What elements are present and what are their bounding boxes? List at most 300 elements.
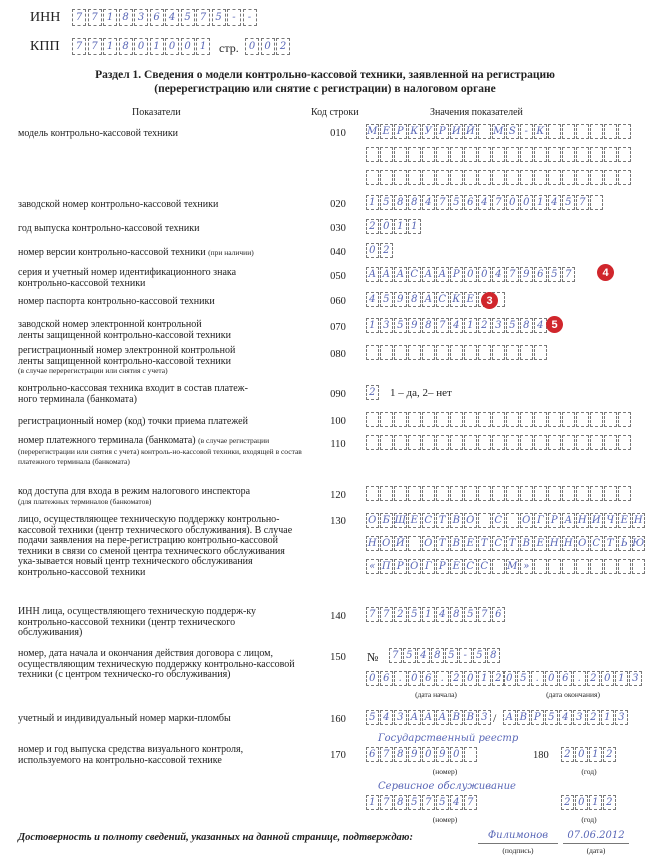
char-cell: П	[380, 559, 393, 574]
char-cell: У	[422, 124, 435, 139]
char-cell: С	[492, 513, 505, 528]
char-cell: 0	[380, 219, 393, 234]
char-cell	[478, 486, 491, 501]
char-cell: 4	[478, 195, 491, 210]
char-cell: 7	[88, 9, 102, 26]
char-cell: 4	[436, 607, 449, 622]
row-070-code: 070	[330, 322, 346, 333]
row-110-cells	[366, 435, 632, 450]
char-cell	[492, 435, 505, 450]
char-cell	[450, 435, 463, 450]
char-cell	[562, 412, 575, 427]
char-cell	[604, 435, 617, 450]
char-cell: Е	[618, 513, 631, 528]
row-150-end-note: (дата окончания)	[546, 690, 600, 699]
char-cell: -	[243, 9, 257, 26]
row-120-label	[18, 487, 303, 506]
char-cell: В	[450, 513, 463, 528]
char-cell	[562, 147, 575, 162]
char-cell	[604, 486, 617, 501]
char-cell: 8	[450, 607, 463, 622]
char-cell	[576, 559, 589, 574]
char-cell: -	[227, 9, 241, 26]
char-cell: А	[422, 267, 435, 282]
char-cell	[548, 412, 561, 427]
char-cell: 5	[545, 710, 558, 725]
row-170-label: номер и год выпуска средства визуального контроля, используемого на контрольно-кассовой технике	[18, 744, 244, 766]
char-cell	[366, 412, 379, 427]
char-cell: 8	[408, 292, 421, 307]
char-cell: Ч	[604, 513, 617, 528]
char-cell: Е	[380, 124, 393, 139]
char-cell: 7	[72, 38, 86, 55]
char-cell	[408, 170, 421, 185]
char-cell: 4	[492, 267, 505, 282]
row-130-line2	[366, 536, 646, 551]
char-cell: 8	[520, 318, 533, 333]
char-cell	[520, 147, 533, 162]
char-cell	[450, 486, 463, 501]
kpp-cells	[72, 38, 212, 55]
char-cell	[618, 412, 631, 427]
char-cell: О	[366, 513, 379, 528]
char-cell: В	[450, 710, 463, 725]
char-cell: О	[520, 513, 533, 528]
char-cell	[534, 147, 547, 162]
char-cell	[562, 435, 575, 450]
char-cell: 8	[431, 648, 444, 663]
char-cell	[464, 435, 477, 450]
row-170-reg-number-cells	[366, 747, 478, 762]
row-070-cells	[366, 318, 548, 333]
row-170-number-note: (номер)	[432, 767, 458, 776]
char-cell: 5	[408, 795, 421, 810]
char-cell	[478, 345, 491, 360]
row-120-label-1: код доступа для входа в режим налогового инспектора	[18, 486, 251, 497]
char-cell: 8	[394, 747, 407, 762]
row-080-code: 080	[330, 349, 346, 360]
row-050-code: 050	[330, 271, 346, 282]
char-cell: 4	[422, 195, 435, 210]
char-cell: 5	[436, 795, 449, 810]
char-cell	[436, 147, 449, 162]
char-cell: 5	[366, 710, 379, 725]
char-cell: Н	[366, 536, 379, 551]
char-cell	[422, 345, 435, 360]
char-cell: 5	[408, 607, 421, 622]
row-130-line3	[366, 559, 646, 574]
char-cell	[492, 486, 505, 501]
char-cell: И	[450, 124, 463, 139]
row-020-cells	[366, 195, 604, 210]
char-cell: 1	[366, 195, 379, 210]
row-060-code: 060	[330, 296, 346, 307]
char-cell: 9	[436, 747, 449, 762]
char-cell	[464, 147, 477, 162]
char-cell: Т	[436, 513, 449, 528]
row-070-label-2: ленты защищенной контрольно-кассовой техники	[18, 329, 231, 341]
char-cell: 7	[196, 9, 210, 26]
char-cell: 3	[478, 710, 491, 725]
char-cell	[450, 345, 463, 360]
char-cell: Е	[408, 513, 421, 528]
row-100-cells	[366, 412, 632, 427]
char-cell	[422, 435, 435, 450]
row-080-label	[18, 346, 303, 376]
row-170-svc-number-note: (номер)	[432, 815, 458, 824]
char-cell	[618, 170, 631, 185]
char-cell: Н	[548, 536, 561, 551]
row-070-label	[18, 320, 303, 341]
char-cell	[408, 486, 421, 501]
char-cell	[548, 147, 561, 162]
row-130-line1	[366, 513, 646, 528]
row-150-start-cells	[366, 671, 506, 686]
char-cell	[380, 170, 393, 185]
char-cell: 0	[134, 38, 148, 55]
char-cell	[408, 345, 421, 360]
char-cell: 5	[473, 648, 486, 663]
char-cell	[366, 345, 379, 360]
char-cell: Щ	[394, 513, 407, 528]
char-cell: 0	[545, 671, 558, 686]
row-160-left-cells	[366, 710, 492, 725]
char-cell: Р	[436, 559, 449, 574]
char-cell: 5	[445, 648, 458, 663]
char-cell	[576, 170, 589, 185]
row-160-slash: /	[493, 711, 497, 725]
char-cell: 7	[576, 195, 589, 210]
row-080-label-1: регистрационный номер электронной контрольной	[18, 345, 236, 356]
char-cell: 8	[119, 9, 133, 26]
row-010-line2	[366, 147, 632, 162]
char-cell	[478, 147, 491, 162]
char-cell	[408, 412, 421, 427]
char-cell: Г	[534, 513, 547, 528]
char-cell	[478, 435, 491, 450]
row-050-label-1: серия и учетный номер идентификационного знака	[18, 267, 237, 278]
row-060-label: номер паспорта контрольно-кассовой техники	[18, 296, 215, 307]
row-070-label-1: заводской номер электронной контрольной	[18, 319, 202, 330]
char-cell: 2	[394, 607, 407, 622]
row-010-line3	[366, 170, 632, 185]
char-cell	[534, 435, 547, 450]
char-cell: Е	[464, 292, 477, 307]
char-cell	[450, 412, 463, 427]
char-cell	[548, 170, 561, 185]
char-cell	[534, 170, 547, 185]
char-cell	[492, 170, 505, 185]
char-cell: 8	[119, 38, 133, 55]
char-cell	[478, 124, 491, 139]
char-cell: Р	[436, 124, 449, 139]
char-cell	[520, 345, 533, 360]
row-050-badge: 4	[597, 264, 614, 281]
char-cell: 0	[366, 671, 379, 686]
char-cell: 5	[464, 607, 477, 622]
col-code: Код строки	[311, 107, 359, 118]
char-cell: 4	[548, 195, 561, 210]
char-cell	[394, 435, 407, 450]
char-cell: 5	[403, 648, 416, 663]
row-040-label-note: (при наличии)	[208, 248, 254, 257]
char-cell	[436, 170, 449, 185]
char-cell	[590, 412, 603, 427]
char-cell	[450, 147, 463, 162]
char-cell: 2	[366, 385, 379, 400]
char-cell	[590, 195, 603, 210]
char-cell	[576, 435, 589, 450]
row-090-cells	[366, 385, 380, 400]
char-cell: Б	[380, 513, 393, 528]
char-cell: О	[576, 536, 589, 551]
char-cell	[534, 486, 547, 501]
char-cell	[366, 170, 379, 185]
char-cell: 2	[492, 671, 505, 686]
char-cell	[506, 435, 519, 450]
row-090-label-1: контрольно-кассовая техника входит в состав платеж-	[18, 383, 248, 394]
row-040-label	[18, 248, 303, 259]
char-cell: М	[492, 124, 505, 139]
char-cell: 5	[181, 9, 195, 26]
row-080-cells	[366, 345, 548, 360]
char-cell: А	[436, 710, 449, 725]
char-cell: О	[408, 559, 421, 574]
char-cell: 5	[450, 195, 463, 210]
char-cell: К	[450, 292, 463, 307]
char-cell: И	[590, 513, 603, 528]
char-cell	[520, 486, 533, 501]
char-cell: »	[520, 559, 533, 574]
char-cell: 2	[587, 671, 600, 686]
char-cell: 1	[103, 38, 117, 55]
char-cell: 6	[559, 671, 572, 686]
char-cell	[590, 124, 603, 139]
char-cell: 3	[629, 671, 642, 686]
char-cell	[604, 412, 617, 427]
char-cell: С	[436, 292, 449, 307]
row-050-cells	[366, 267, 576, 282]
char-cell: 7	[436, 318, 449, 333]
row-120-cells	[366, 486, 632, 501]
char-cell	[394, 147, 407, 162]
char-cell: Й	[394, 536, 407, 551]
char-cell: .	[573, 671, 586, 686]
char-cell: А	[394, 267, 407, 282]
row-180-code: 180	[533, 750, 549, 761]
row-050-label	[18, 268, 303, 289]
char-cell	[506, 486, 519, 501]
char-cell	[408, 536, 421, 551]
char-cell: 1	[394, 219, 407, 234]
row-030-cells	[366, 219, 422, 234]
row-130-label: лицо, осуществляющее техническую поддержку контрольно-кассовой техники (центр технического обслуживания). В случае подачи заявления на пере-регистрацию контрольно-кассовой техники в связи со сменой центра технического обслуживания ука-зывается новый центр технического обслуживания контрольно-кассовой техники	[18, 514, 293, 578]
char-cell: Р	[394, 559, 407, 574]
char-cell: 7	[422, 795, 435, 810]
char-cell: В	[520, 536, 533, 551]
footer-date-note: (дата)	[586, 846, 606, 855]
char-cell	[562, 124, 575, 139]
char-cell: .	[531, 671, 544, 686]
row-090-code: 090	[330, 389, 346, 400]
char-cell	[618, 147, 631, 162]
char-cell: 9	[408, 318, 421, 333]
char-cell: Ю	[632, 536, 645, 551]
char-cell: 4	[450, 795, 463, 810]
char-cell: 0	[261, 38, 275, 55]
char-cell: С	[408, 267, 421, 282]
char-cell	[366, 435, 379, 450]
char-cell: 0	[450, 747, 463, 762]
char-cell: А	[436, 267, 449, 282]
char-cell: .	[394, 671, 407, 686]
footer-signature: Филимонов	[487, 830, 549, 841]
char-cell: 0	[575, 795, 588, 810]
row-170-svc-year-note: (год)	[581, 815, 597, 824]
char-cell	[590, 435, 603, 450]
char-cell	[436, 486, 449, 501]
char-cell: 0	[408, 671, 421, 686]
char-cell: 7	[389, 648, 402, 663]
char-cell: 7	[436, 195, 449, 210]
char-cell: Р	[394, 124, 407, 139]
char-cell: 2	[603, 795, 616, 810]
row-060-badge: 3	[481, 292, 498, 309]
char-cell: -	[520, 124, 533, 139]
char-cell: 3	[394, 710, 407, 725]
char-cell	[478, 412, 491, 427]
char-cell	[464, 747, 477, 762]
char-cell	[506, 513, 519, 528]
char-cell: 2	[587, 710, 600, 725]
char-cell: 7	[88, 38, 102, 55]
char-cell	[576, 486, 589, 501]
char-cell: 8	[487, 648, 500, 663]
char-cell	[506, 412, 519, 427]
char-cell: 0	[245, 38, 259, 55]
char-cell: 6	[380, 671, 393, 686]
row-120-code: 120	[330, 490, 346, 501]
row-150-no-sign: №	[367, 650, 379, 664]
char-cell: 8	[408, 195, 421, 210]
char-cell: 1	[601, 710, 614, 725]
char-cell	[380, 435, 393, 450]
row-170-code: 170	[330, 750, 346, 761]
row-170-top-caption: Государственный реестр	[378, 733, 519, 744]
char-cell: Т	[506, 536, 519, 551]
char-cell	[548, 559, 561, 574]
row-150-label: номер, дата начала и окончания действия договора с лицом, осуществляющим техническую поддержку контрольно-кассовой техники (с центром техническо-го обслуживания)	[18, 648, 295, 680]
char-cell: 3	[134, 9, 148, 26]
row-080-label-2: ленты защищенной контрольно-кассовой техники	[18, 355, 231, 367]
char-cell: Й	[464, 124, 477, 139]
char-cell	[380, 486, 393, 501]
char-cell: 0	[503, 671, 516, 686]
footer-date: 07.06.2012	[567, 830, 625, 841]
row-020-label: заводской номер контрольно-кассовой техники	[18, 199, 219, 210]
char-cell	[604, 124, 617, 139]
char-cell	[618, 435, 631, 450]
char-cell	[604, 147, 617, 162]
char-cell: 2	[276, 38, 290, 55]
char-cell: 9	[520, 267, 533, 282]
row-150-end-cells	[503, 671, 643, 686]
char-cell: 3	[615, 710, 628, 725]
char-cell	[478, 170, 491, 185]
page-cells	[245, 38, 292, 55]
row-150-code: 150	[330, 652, 346, 663]
char-cell	[506, 170, 519, 185]
row-090-label	[18, 384, 303, 405]
char-cell	[492, 147, 505, 162]
char-cell	[618, 124, 631, 139]
char-cell: 7	[380, 747, 393, 762]
char-cell: 4	[366, 292, 379, 307]
char-cell	[422, 170, 435, 185]
char-cell: Н	[576, 513, 589, 528]
char-cell: А	[562, 513, 575, 528]
char-cell: 2	[450, 671, 463, 686]
row-010-code: 010	[330, 128, 346, 139]
char-cell: 2	[366, 219, 379, 234]
row-140-code: 140	[330, 611, 346, 622]
row-140-label: ИНН лица, осуществляющего техническую поддерж-ку контрольно-кассовой техники (центр технического обслуживания)	[18, 606, 257, 638]
char-cell	[590, 147, 603, 162]
char-cell: 0	[520, 195, 533, 210]
char-cell: 0	[366, 243, 379, 258]
page-label: стр.	[219, 41, 239, 55]
char-cell: В	[517, 710, 530, 725]
char-cell: 3	[573, 710, 586, 725]
char-cell: 6	[366, 747, 379, 762]
char-cell: 5	[394, 318, 407, 333]
char-cell: 6	[150, 9, 164, 26]
char-cell	[394, 345, 407, 360]
char-cell	[492, 412, 505, 427]
row-100-label: регистрационный номер (код) точки приема платежей	[18, 416, 248, 427]
char-cell	[534, 559, 547, 574]
char-cell: 0	[422, 747, 435, 762]
char-cell	[604, 559, 617, 574]
char-cell: 6	[492, 607, 505, 622]
char-cell: А	[422, 710, 435, 725]
char-cell: С	[492, 536, 505, 551]
row-170-svc-number-cells	[366, 795, 478, 810]
char-cell	[436, 345, 449, 360]
char-cell: 9	[394, 292, 407, 307]
char-cell: 1	[422, 607, 435, 622]
char-cell: 2	[478, 318, 491, 333]
row-120-label-note: (для платежных терминалов (банкоматов)	[18, 496, 152, 506]
char-cell	[618, 486, 631, 501]
char-cell: 0	[464, 267, 477, 282]
inn-label: ИНН	[30, 10, 61, 25]
row-170-reg-year-cells	[561, 747, 617, 762]
char-cell: 5	[380, 292, 393, 307]
char-cell	[464, 170, 477, 185]
char-cell: Е	[464, 536, 477, 551]
char-cell: 6	[534, 267, 547, 282]
row-010-label: модель контрольно-кассовой техники	[18, 128, 179, 139]
char-cell: 4	[417, 648, 430, 663]
char-cell: О	[422, 536, 435, 551]
char-cell: -	[459, 648, 472, 663]
char-cell: С	[422, 513, 435, 528]
char-cell: 5	[517, 671, 530, 686]
row-170-year-note: (год)	[581, 767, 597, 776]
char-cell	[380, 147, 393, 162]
char-cell: 0	[478, 267, 491, 282]
